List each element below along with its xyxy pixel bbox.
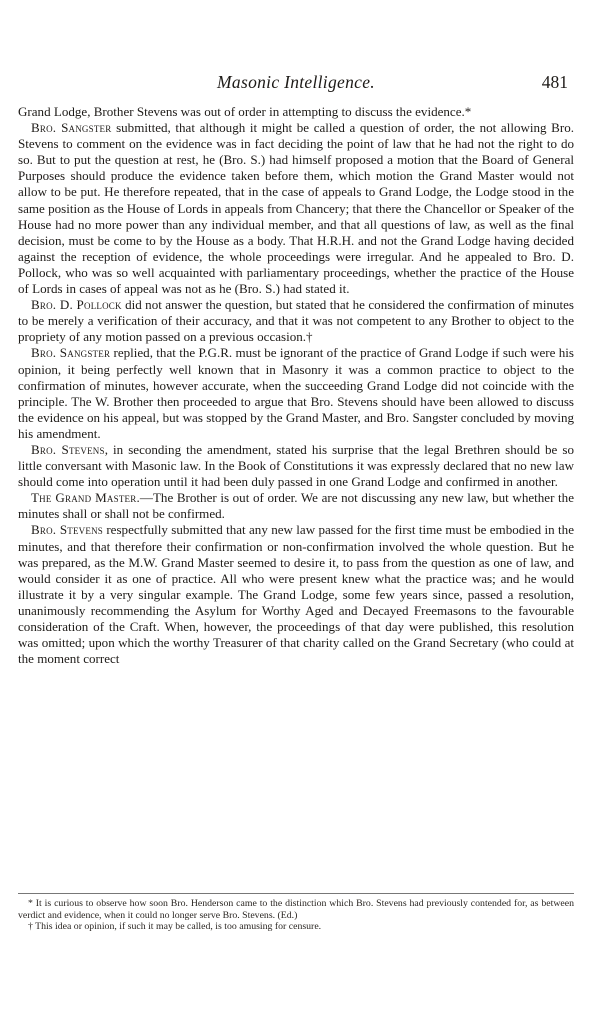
paragraph-5: [18, 442, 574, 490]
paragraph-4: [18, 345, 574, 442]
footnote-divider: [18, 893, 574, 894]
paragraph-2: [18, 120, 574, 297]
paragraph-5-text: , in seconding the amendment, stated his surprise that the legal Brethren should be so little conversant with Masonic law. In the Book of Constitutions it was expressly declared that no new law should come into operation until it had been duly passed in one Grand Lodge and confirmed in another.: [18, 441, 575, 490]
paragraph-1-text: Grand Lodge, Brother Stevens was out of order in attempting to discuss the evidence.*: [18, 104, 472, 119]
speaker-name: Bro. D. Pollock: [31, 297, 122, 313]
running-title: Masonic Intelligence.: [217, 72, 375, 92]
paragraph-7-text: respectfully submitted that any new law passed for the first time must be embodied in the minutes, and that therefore their confirmation or non-confirmation involved the whole question. But he was prepared, as the M.W. Grand Master seemed to desire it, to pass from the question as one of law, and would consider it as one of practice. All who were present knew what the practice was; and he would illustrate it by a very singular example. The Grand Lodge, some few years since, passed a resolution, unanimously recommending the Asylum for Worthy Aged and Decayed Freemasons to the favourable consideration of the Craft. When, however, the proceedings of that day were published, this resolution was omitted; upon which the worthy Treasurer of that charity called on the Grand Secretary (who could at the moment correct: [18, 522, 574, 667]
paragraph-3-text: did not answer the question, but stated that he considered the confirmation of minutes to be merely a verification of their accuracy, and that it was not competent to any Brother to object to the propriety of any motion passed on a previous occasion.†: [18, 297, 574, 345]
speaker-name: The Grand Master.: [31, 490, 140, 506]
footnote-2: † This idea or opinion, if such it may be called, is too amusing for censure.: [28, 921, 322, 933]
footnote-1: * It is curious to observe how soon Bro. Henderson came to the distinction which Bro. Stevens had previously contended for, as between verdict and evidence, when it could no longer serve Bro. Stevens. (Ed.): [18, 898, 574, 921]
paragraph-4-text: replied, that the P.G.R. must be ignorant of the practice of Grand Lodge if such were his opinion, it being perfectly well known that in Masonry it was a common practice to object to the confirmation of minutes, however accurate, when the succeeding Grand Lodge did not coincide with the principle. The W. Brother then proceeded to argue that Bro. Stevens should have been allowed to discuss the evidence on his appeal, but was stopped by the Grand Master, and Bro. Sangster concluded by moving his amendment.: [18, 345, 574, 441]
page: [18, 0, 575, 933]
paragraph-6: [18, 490, 574, 522]
paragraph-3: [18, 297, 574, 345]
paragraph-6-text: —The Brother is out of order. We are not discussing any new law, but whether the minutes shall or shall not be confirmed.: [18, 490, 574, 522]
paragraph-2-text: submitted, that although it might be called a question of order, the not allowing Bro. Stevens to comment on the evidence was in fact deciding the point of law that he had not the right to do so. But to put the question at rest, he (Bro. S.) had himself proposed a motion that the Board of General Purposes should produce the evidence taken before them, which motion the Grand Master would not allow to be put. He therefore repeated, that in the case of appeals to Grand Lodge, the Lodge stood in the same position as the House of Lords in appeals from Chancery; that there the Chancellor or Speaker of the House had no more power than any individual member, and that all questions of law, as well as the final decision, must be come to by the House as a body. That H.R.H. and not the Grand Lodge having decided against the reception of evidence, the whole proceedings were irregular. And he appealed to Bro. D. Pollock, who was so well acquainted with parliamentary proceedings, whether the practice of the House of Lords in cases of appeal was not as he (Bro. S.) had stated it.: [18, 120, 575, 297]
footnotes: [18, 898, 574, 933]
paragraph-7: [18, 522, 574, 667]
speaker-name: Bro. Sangster: [31, 345, 111, 361]
speaker-name: Bro. Stevens: [31, 441, 105, 457]
speaker-name: Bro. Stevens: [31, 522, 103, 538]
paragraph-1: [18, 104, 574, 120]
body-text: [18, 104, 574, 667]
page-number: 481: [541, 72, 568, 92]
page-header: [18, 0, 574, 100]
speaker-name: Bro. Sangster: [31, 120, 112, 136]
